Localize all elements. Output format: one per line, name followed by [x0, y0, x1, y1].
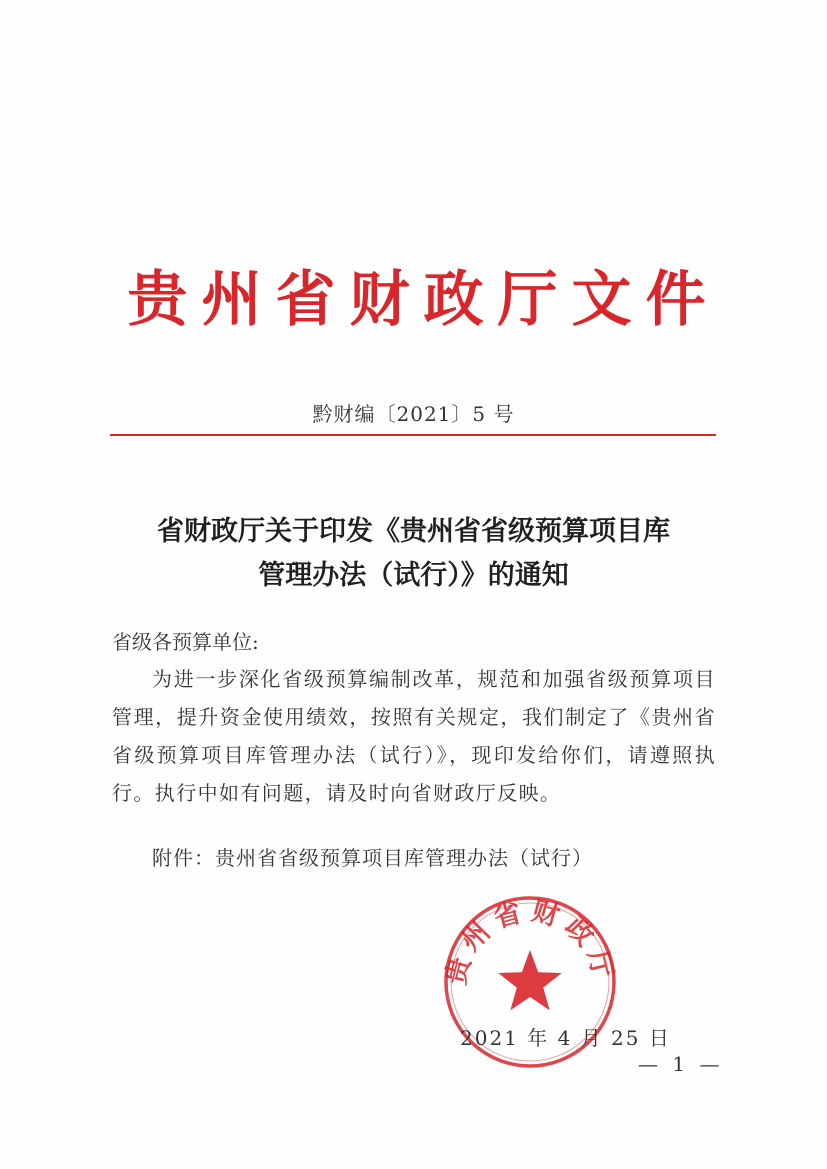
header-title: 贵州省财政厅文件	[127, 265, 720, 335]
addressee: 省级各预算单位:	[112, 630, 259, 654]
attachment-line: 附件：贵州省省级预算项目库管理办法（试行）	[152, 846, 593, 870]
document-title-line-2: 管理办法（试行）》的通知	[258, 560, 569, 591]
document-title-line-1: 省财政厅关于印发《贵州省省级预算项目库	[157, 516, 670, 547]
page-number: — 1 —	[638, 1052, 724, 1076]
seal-star-icon	[498, 950, 562, 1010]
document-number: 黔财编〔2021〕5 号	[312, 402, 515, 426]
seal-text-path: 贵州省财政厅	[440, 895, 620, 988]
issue-date: 2021 年 4 月 25 日	[460, 1026, 671, 1050]
body-paragraph: 为进一步深化省级预算编制改革，规范和加强省级预算项目管理，提升资金使用绩效，按照有关规定，我们制定了《贵州省省级预算项目库管理办法（试行）》，现印发给你们，请遵照执行。执行中如有问题，请及时向省财政厅反映。	[112, 667, 716, 805]
document-title	[0, 510, 827, 598]
red-divider	[110, 434, 716, 436]
